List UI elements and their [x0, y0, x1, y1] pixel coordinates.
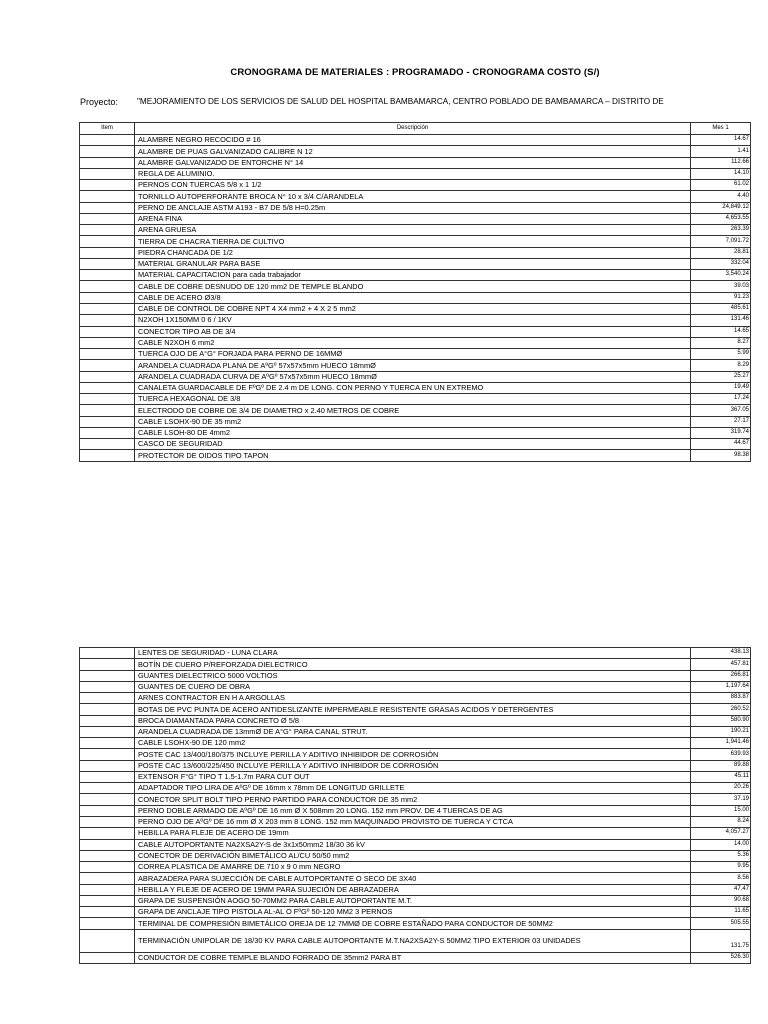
- cell-month-value: 485.61: [691, 303, 751, 314]
- table-row: [80, 135, 751, 146]
- table-row: [80, 895, 751, 906]
- cell-month-value: 332.04: [691, 258, 751, 269]
- cell-item: [80, 315, 135, 326]
- table-row: [80, 693, 751, 704]
- cell-item: [80, 726, 135, 737]
- table-row: [80, 213, 751, 224]
- cell-item: [80, 783, 135, 794]
- cell-description: PERNO DOBLE ARMADO DE AºGº DE 16 mm Ø X 508mm 20 LONG. 152 mm PROV. DE 4 TUERCAS DE AG: [135, 805, 691, 816]
- cell-item: [80, 771, 135, 782]
- cell-month-value: 263.39: [691, 225, 751, 236]
- cell-item: [80, 427, 135, 438]
- cell-month-value: 37.19: [691, 794, 751, 805]
- cell-description: ARANDELA CUADRADA DE 13mmØ DE A°G° PARA CANAL STRUT.: [135, 726, 691, 737]
- cell-item: [80, 839, 135, 850]
- table-row: [80, 648, 751, 659]
- cell-item: [80, 416, 135, 427]
- table-row: [80, 337, 751, 348]
- cell-item: [80, 202, 135, 213]
- table-row: [80, 394, 751, 405]
- table-row: [80, 918, 751, 929]
- table-row: [80, 771, 751, 782]
- cell-description: ARENA FINA: [135, 213, 691, 224]
- cell-item: [80, 918, 135, 929]
- cell-description: PROTECTOR DE OIDOS TIPO TAPON: [135, 450, 691, 461]
- cell-item: [80, 180, 135, 191]
- cell-item: [80, 360, 135, 371]
- cell-description: BOTÍN DE CUERO P/REFORZADA DIELECTRICO: [135, 659, 691, 670]
- cell-description: PERNO DE ANCLAJE ASTM A193 - B7 DE 5/8 H=0.25m: [135, 202, 691, 213]
- cell-month-value: 24,849.12: [691, 202, 751, 213]
- table-row: [80, 405, 751, 416]
- header-month: Mes 1: [691, 123, 751, 135]
- table-row: [80, 292, 751, 303]
- cell-description: ABRAZADERA PARA SUJECCIÓN DE CABLE AUTOPORTANTE O SECO DE 3X40: [135, 873, 691, 884]
- cell-description: TUERCA OJO DE A°G° FORJADA PARA PERNO DE 16MMØ: [135, 349, 691, 360]
- table-row: [80, 382, 751, 393]
- cell-description: CORREA PLASTICA DE AMARRE DE 710 x 9 0 mm NEGRO: [135, 862, 691, 873]
- cell-description: PIEDRA CHANCADA DE 1/2: [135, 247, 691, 258]
- cell-item: [80, 337, 135, 348]
- cell-description: REGLA DE ALUMINIO.: [135, 168, 691, 179]
- cell-month-value: 39.03: [691, 281, 751, 292]
- cell-month-value: 3,540.24: [691, 270, 751, 281]
- cell-month-value: 131.75: [691, 929, 751, 952]
- cell-description: HEBILLA PARA FLEJE DE ACERO DE 19mm: [135, 828, 691, 839]
- table-row: [80, 168, 751, 179]
- table-row: [80, 315, 751, 326]
- project-name: "MEJORAMIENTO DE LOS SERVICIOS DE SALUD DEL HOSPITAL BAMBAMARCA, CENTRO POBLADO DE BAMBAMARCA – DISTRITO DE: [137, 97, 664, 106]
- cell-month-value: 14.67: [691, 135, 751, 146]
- cell-description: LENTES DE SEGURIDAD - LUNA CLARA: [135, 648, 691, 659]
- cell-description: GRAPA DE SUSPENSIÓN AOGO 50-70MM2 PARA CABLE AUTOPORTANTE M.T.: [135, 895, 691, 906]
- cell-description: TERMINACIÓN UNIPOLAR DE 18/30 KV PARA CABLE AUTOPORTANTE M.T.NA2XSA2Y-S 50MM2 TIPO EXTERIOR 03 UNIDADES: [135, 929, 691, 952]
- cell-item: [80, 236, 135, 247]
- cell-description: ARANDELA CUADRADA PLANA DE AºGº 57x57x5mm HUECO 18mmØ: [135, 360, 691, 371]
- table-row: [80, 439, 751, 450]
- cell-month-value: 14.65: [691, 326, 751, 337]
- cell-month-value: 457.81: [691, 659, 751, 670]
- table-row: [80, 659, 751, 670]
- table-row: [80, 828, 751, 839]
- cell-month-value: 27.17: [691, 416, 751, 427]
- cell-item: [80, 907, 135, 918]
- table-row: [80, 326, 751, 337]
- cell-month-value: 883.87: [691, 693, 751, 704]
- table-row: [80, 225, 751, 236]
- cell-item: [80, 292, 135, 303]
- table-row: [80, 450, 751, 461]
- table-row: [80, 146, 751, 157]
- table-row: [80, 794, 751, 805]
- cell-item: [80, 693, 135, 704]
- cell-month-value: 19.49: [691, 382, 751, 393]
- cell-item: [80, 258, 135, 269]
- materials-table-bottom: [79, 647, 751, 964]
- cell-month-value: 1.41: [691, 146, 751, 157]
- table-row: [80, 805, 751, 816]
- table-row: [80, 873, 751, 884]
- cell-month-value: 45.11: [691, 771, 751, 782]
- table-row: [80, 839, 751, 850]
- table-row: [80, 258, 751, 269]
- cell-description: CABLE N2XOH 6 mm2: [135, 337, 691, 348]
- table-row: [80, 704, 751, 715]
- cell-month-value: 28.81: [691, 247, 751, 258]
- table-row: [80, 726, 751, 737]
- cell-description: CANALETA GUARDACABLE DE FºGº DE 2.4 m DE LONG. CON PERNO Y TUERCA EN UN EXTREMO: [135, 382, 691, 393]
- table-row: [80, 191, 751, 202]
- cell-month-value: 17.24: [691, 394, 751, 405]
- cell-item: [80, 929, 135, 952]
- cell-item: [80, 749, 135, 760]
- table-row: [80, 816, 751, 827]
- cell-item: [80, 794, 135, 805]
- cell-item: [80, 157, 135, 168]
- cell-description: CABLE DE ACERO Ø3/8: [135, 292, 691, 303]
- table-row: [80, 862, 751, 873]
- cell-month-value: 47.47: [691, 884, 751, 895]
- cell-description: TIERRA DE CHACRA TIERRA DE CULTIVO: [135, 236, 691, 247]
- cell-month-value: 5.99: [691, 349, 751, 360]
- table-row: [80, 907, 751, 918]
- cell-month-value: 91.23: [691, 292, 751, 303]
- cell-month-value: 580.90: [691, 715, 751, 726]
- cell-month-value: 14.10: [691, 168, 751, 179]
- cell-description: CONDUCTOR DE COBRE TEMPLE BLANDO FORRADO DE 35mm2 PARA BT: [135, 952, 691, 963]
- cell-description: CONECTOR TIPO AB DE 3/4: [135, 326, 691, 337]
- cell-item: [80, 191, 135, 202]
- cell-description: CASCO DE SEGURIDAD: [135, 439, 691, 450]
- cell-item: [80, 135, 135, 146]
- cell-description: TUERCA HEXAGONAL DE 3/8: [135, 394, 691, 405]
- cell-item: [80, 405, 135, 416]
- table-row: [80, 281, 751, 292]
- table-row: [80, 303, 751, 314]
- cell-description: MATERIAL GRANULAR PARA BASE: [135, 258, 691, 269]
- table-row: [80, 760, 751, 771]
- cell-description: POSTE CAC 13/400/180/375 INCLUYE PERILLA Y ADITIVO INHIBIDOR DE CORROSIÓN: [135, 749, 691, 760]
- cell-item: [80, 371, 135, 382]
- cell-month-value: 98.38: [691, 450, 751, 461]
- table-header-row: [80, 123, 751, 135]
- cell-month-value: 1,941.46: [691, 738, 751, 749]
- cell-description: POSTE CAC 13/600/225/450 INCLUYE PERILLA Y ADITIVO INHIBIDOR DE CORROSIÓN: [135, 760, 691, 771]
- cell-month-value: 438.13: [691, 648, 751, 659]
- cell-description: BROCA DIAMANTADA PARA CONCRETO Ø 5/8: [135, 715, 691, 726]
- cell-item: [80, 281, 135, 292]
- cell-month-value: 11.65: [691, 907, 751, 918]
- cell-month-value: 7,091.72: [691, 236, 751, 247]
- cell-description: TERMINAL DE COMPRESIÓN BIMETÁLICO OREJA DE 12 7MMØ DE COBRE ESTAÑADO PARA CONDUCTOR DE 50MM2: [135, 918, 691, 929]
- cell-month-value: 505.55: [691, 918, 751, 929]
- cell-description: PERNOS CON TUERCAS 5/8 x 1 1/2: [135, 180, 691, 191]
- cell-item: [80, 704, 135, 715]
- cell-description: ARENA GRUESA: [135, 225, 691, 236]
- cell-item: [80, 828, 135, 839]
- cell-description: CABLE LSOH-80 DE 4mm2: [135, 427, 691, 438]
- cell-description: CONECTOR DE DERIVACIÓN BIMETÁLICO AL/CU 50/50 mm2: [135, 850, 691, 861]
- cell-month-value: 15.00: [691, 805, 751, 816]
- cell-month-value: 112.66: [691, 157, 751, 168]
- cell-month-value: 4,057.27: [691, 828, 751, 839]
- cell-month-value: 90.68: [691, 895, 751, 906]
- cell-month-value: 14.00: [691, 839, 751, 850]
- cell-month-value: 131.46: [691, 315, 751, 326]
- cell-item: [80, 394, 135, 405]
- table-row: [80, 749, 751, 760]
- cell-month-value: 9.95: [691, 862, 751, 873]
- table-row: [80, 850, 751, 861]
- cell-item: [80, 850, 135, 861]
- cell-item: [80, 873, 135, 884]
- cell-description: CABLE DE COBRE DESNUDO DE 120 mm2 DE TEMPLE BLANDO: [135, 281, 691, 292]
- table-row: [80, 371, 751, 382]
- table-row: [80, 360, 751, 371]
- header-description: Descripción: [135, 123, 691, 135]
- cell-month-value: 8.24: [691, 816, 751, 827]
- cell-description: BOTAS DE PVC PUNTA DE ACERO ANTIDESLIZANTE IMPERMEABLE RESISTENTE GRASAS ACIDOS Y DETERGENTES: [135, 704, 691, 715]
- cell-description: ARANDELA CUADRADA CURVA DE AºGº 57x57x5mm HUECO 18mmØ: [135, 371, 691, 382]
- cell-description: HEBILLA Y FLEJE DE ACERO DE 19MM PARA SUJECIÓN DE ABRAZADERA: [135, 884, 691, 895]
- cell-item: [80, 805, 135, 816]
- cell-item: [80, 715, 135, 726]
- cell-month-value: 367.05: [691, 405, 751, 416]
- cell-item: [80, 247, 135, 258]
- cell-item: [80, 213, 135, 224]
- cell-month-value: 190.21: [691, 726, 751, 737]
- cell-month-value: 20.26: [691, 783, 751, 794]
- cell-month-value: 266.81: [691, 670, 751, 681]
- cell-description: MATERIAL CAPACITACION para cada trabajador: [135, 270, 691, 281]
- cell-month-value: 25.27: [691, 371, 751, 382]
- cell-month-value: 639.93: [691, 749, 751, 760]
- cell-description: CABLE LSOHX-90 DE 35 mm2: [135, 416, 691, 427]
- cell-description: ADAPTADOR TIPO LIRA DE AºGº DE 16mm x 78mm DE LONGITUD GRILLETE: [135, 783, 691, 794]
- cell-description: GUANTES DIELECTRICO 5000 VOLTIOS: [135, 670, 691, 681]
- table-row: [80, 427, 751, 438]
- page-title: CRONOGRAMA DE MATERIALES : PROGRAMADO - CRONOGRAMA COSTO (S/): [230, 67, 600, 78]
- cell-item: [80, 895, 135, 906]
- table-row: [80, 952, 751, 963]
- cell-description: CABLE AUTOPORTANTE NA2XSA2Y-S de 3x1x50mm2 18/30 36 kV: [135, 839, 691, 850]
- cell-item: [80, 952, 135, 963]
- cell-description: ALAMBRE GALVANIZADO DE ENTORCHE N° 14: [135, 157, 691, 168]
- table-row: [80, 670, 751, 681]
- table-row: [80, 270, 751, 281]
- cell-item: [80, 382, 135, 393]
- table-row: [80, 738, 751, 749]
- cell-month-value: 89.88: [691, 760, 751, 771]
- table-row: [80, 157, 751, 168]
- cell-item: [80, 349, 135, 360]
- cell-item: [80, 738, 135, 749]
- cell-month-value: 5.36: [691, 850, 751, 861]
- cell-item: [80, 681, 135, 692]
- cell-month-value: 8.29: [691, 360, 751, 371]
- cell-description: ALAMBRE DE PUAS GALVANIZADO CALIBRE N 12: [135, 146, 691, 157]
- table-row: [80, 715, 751, 726]
- cell-description: ALAMBRE NEGRO RECOCIDO # 16: [135, 135, 691, 146]
- header-item: Item: [80, 123, 135, 135]
- table-row: [80, 236, 751, 247]
- cell-month-value: 61.02: [691, 180, 751, 191]
- cell-description: EXTENSOR F°G° TIPO T 1.5-1.7m PARA CUT OUT: [135, 771, 691, 782]
- table-row: [80, 202, 751, 213]
- cell-item: [80, 816, 135, 827]
- cell-description: PERNO OJO DE AºGº DE 16 mm Ø X 203 mm 8 LONG. 152 mm MAQUINADO PROVISTO DE TUERCA Y CTCA: [135, 816, 691, 827]
- cell-month-value: 526.30: [691, 952, 751, 963]
- cell-item: [80, 225, 135, 236]
- cell-month-value: 8.27: [691, 337, 751, 348]
- cell-month-value: 4.40: [691, 191, 751, 202]
- cell-month-value: 8.56: [691, 873, 751, 884]
- table-row: [80, 929, 751, 952]
- cell-item: [80, 270, 135, 281]
- cell-description: ARNES CONTRACTOR EN H A ARGOLLAS: [135, 693, 691, 704]
- cell-item: [80, 670, 135, 681]
- cell-month-value: 260.52: [691, 704, 751, 715]
- cell-description: GRAPA DE ANCLAJE TIPO PISTOLA AL-AL O FºGº 50-120 MM2 3 PERNOS: [135, 907, 691, 918]
- cell-description: CONECTOR SPLIT BOLT TIPO PERNO PARTIDO PARA CONDUCTOR DE 35 mm2: [135, 794, 691, 805]
- cell-description: CABLE DE CONTROL DE COBRE NPT 4 X4 mm2 + 4 X 2 5 mm2: [135, 303, 691, 314]
- table-row: [80, 681, 751, 692]
- cell-month-value: 1,197.64: [691, 681, 751, 692]
- table-row: [80, 349, 751, 360]
- cell-description: ELECTRODO DE COBRE DE 3/4 DE DIAMETRO x 2.40 METROS DE COBRE: [135, 405, 691, 416]
- cell-item: [80, 884, 135, 895]
- cell-description: TORNILLO AUTOPERFORANTE BROCA N° 10 x 3/4 C/ARANDELA: [135, 191, 691, 202]
- table-row: [80, 180, 751, 191]
- cell-item: [80, 862, 135, 873]
- table-row: [80, 416, 751, 427]
- cell-item: [80, 450, 135, 461]
- cell-description: CABLE LSOHX-90 DE 120 mm2: [135, 738, 691, 749]
- cell-description: N2XOH 1X150MM 0 6 / 1KV: [135, 315, 691, 326]
- table-row: [80, 884, 751, 895]
- cell-item: [80, 439, 135, 450]
- cell-item: [80, 168, 135, 179]
- cell-item: [80, 326, 135, 337]
- cell-item: [80, 648, 135, 659]
- cell-item: [80, 760, 135, 771]
- cell-item: [80, 146, 135, 157]
- materials-table-top: [79, 122, 751, 462]
- cell-description: GUANTES DE CUERO DE OBRA: [135, 681, 691, 692]
- cell-month-value: 44.67: [691, 439, 751, 450]
- project-label: Proyecto:: [80, 97, 119, 107]
- cell-item: [80, 303, 135, 314]
- cell-month-value: 4,653.55: [691, 213, 751, 224]
- cell-item: [80, 659, 135, 670]
- table-row: [80, 783, 751, 794]
- cell-month-value: 319.74: [691, 427, 751, 438]
- table-row: [80, 247, 751, 258]
